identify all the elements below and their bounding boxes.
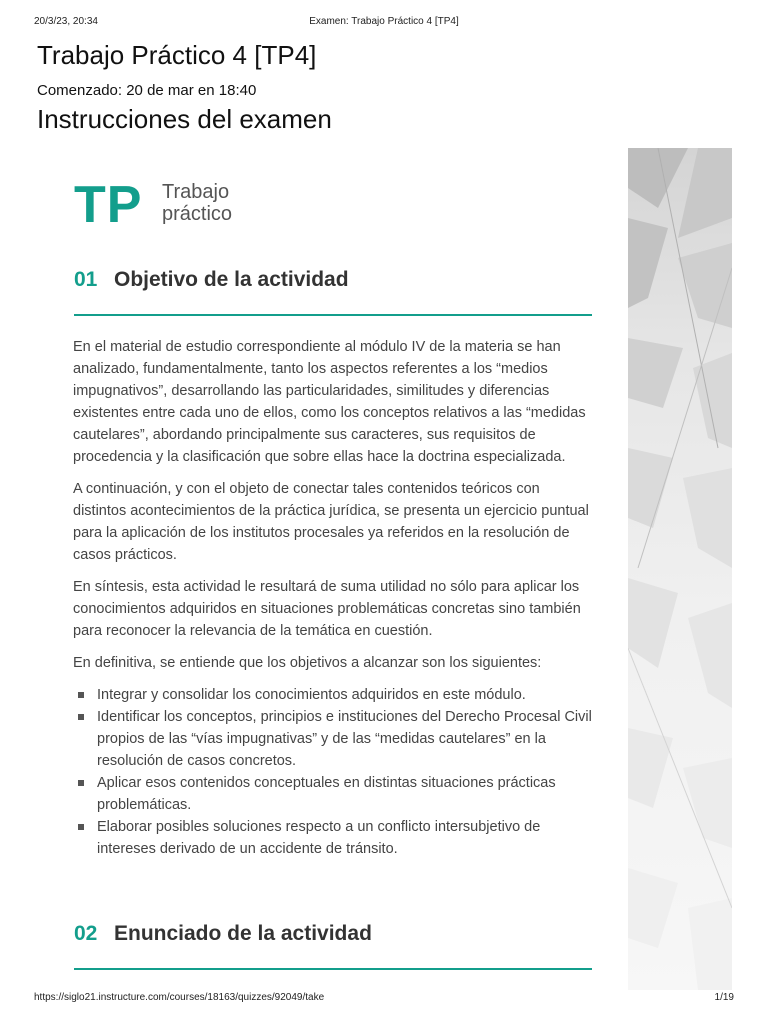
tp-logo-word-line1: Trabajo <box>162 181 230 203</box>
tp-logo-word <box>162 181 282 225</box>
section-title: Objetivo de la actividad <box>114 268 349 291</box>
print-footer <box>34 992 734 1006</box>
print-url: https://siglo21.instructure.com/courses/18163/quizzes/92049/take <box>34 992 325 1003</box>
list-item-text: Elaborar posibles soluciones respecto a un conflicto intersubjetivo de intereses derivado de un accidente de tránsito. <box>97 819 541 857</box>
section-divider <box>74 968 592 970</box>
print-page-number: 1/19 <box>714 992 734 1003</box>
section-number: 01 <box>74 268 98 291</box>
print-header <box>34 16 734 30</box>
paragraph: En definitiva, se entiende que los objetivos a alcanzar son los siguientes: <box>73 655 542 671</box>
quiz-title: Trabajo Práctico 4 [TP4] <box>37 40 317 70</box>
square-bullet-icon <box>78 824 84 830</box>
paragraph: En el material de estudio correspondiente al módulo IV de la materia se han analizado, fundamentalmente, tanto los aspectos referentes a los “medios impugnativos”, desarrollando las particularidades, similitudes y diferencias existentes entre cada uno de ellos, como los conceptos relativos a las “medidas cautelares”, abordando principalmente sus caracteres, sus requisitos de procedencia y la clasificación que sobre ellas hace la doctrina especializada. <box>73 339 586 465</box>
section-title: Enunciado de la actividad <box>114 922 372 945</box>
section-heading-enunciado <box>74 922 592 970</box>
instructions-body <box>73 336 593 860</box>
paragraph: En síntesis, esta actividad le resultará de suma utilidad no sólo para aplicar los conocimientos adquiridos en situaciones problemáticas concretas sino también para reconocer la relevancia de la temática en cuestión. <box>73 579 581 639</box>
list-item <box>73 772 593 816</box>
objectives-list <box>73 684 593 860</box>
list-item-text: Aplicar esos contenidos conceptuales en distintas situaciones prácticas problemáticas. <box>97 775 556 813</box>
list-item <box>73 816 593 860</box>
list-item <box>73 684 593 706</box>
print-date: 20/3/23, 20:34 <box>34 16 98 27</box>
abstract-pattern-graphic <box>628 148 732 990</box>
list-item <box>73 706 593 772</box>
print-page-title: Examen: Trabajo Práctico 4 [TP4] <box>309 16 459 27</box>
section-number: 02 <box>74 922 98 945</box>
decorative-side-image <box>628 148 732 990</box>
square-bullet-icon <box>78 780 84 786</box>
paragraph: A continuación, y con el objeto de conectar tales contenidos teóricos con distintos acontecimientos de la práctica jurídica, se presenta un ejercicio puntual para la aplicación de los institutos procesales ya referidos en la resolución de casos prácticos. <box>73 481 589 563</box>
list-item-text: Identificar los conceptos, principios e instituciones del Derecho Procesal Civil propios de las “vías impugnativas” y de las “medidas cautelares” en la resolución de casos concretos. <box>97 709 592 769</box>
section-divider <box>74 314 592 316</box>
tp-logo-letters: TP <box>74 176 143 234</box>
square-bullet-icon <box>78 692 84 698</box>
instructions-heading: Instrucciones del examen <box>37 104 332 134</box>
square-bullet-icon <box>78 714 84 720</box>
quiz-started-time: Comenzado: 20 de mar en 18:40 <box>37 82 257 99</box>
section-heading-objetivo <box>74 268 592 316</box>
tp-logo-word-line2: práctico <box>162 203 233 225</box>
list-item-text: Integrar y consolidar los conocimientos adquiridos en este módulo. <box>97 687 526 703</box>
